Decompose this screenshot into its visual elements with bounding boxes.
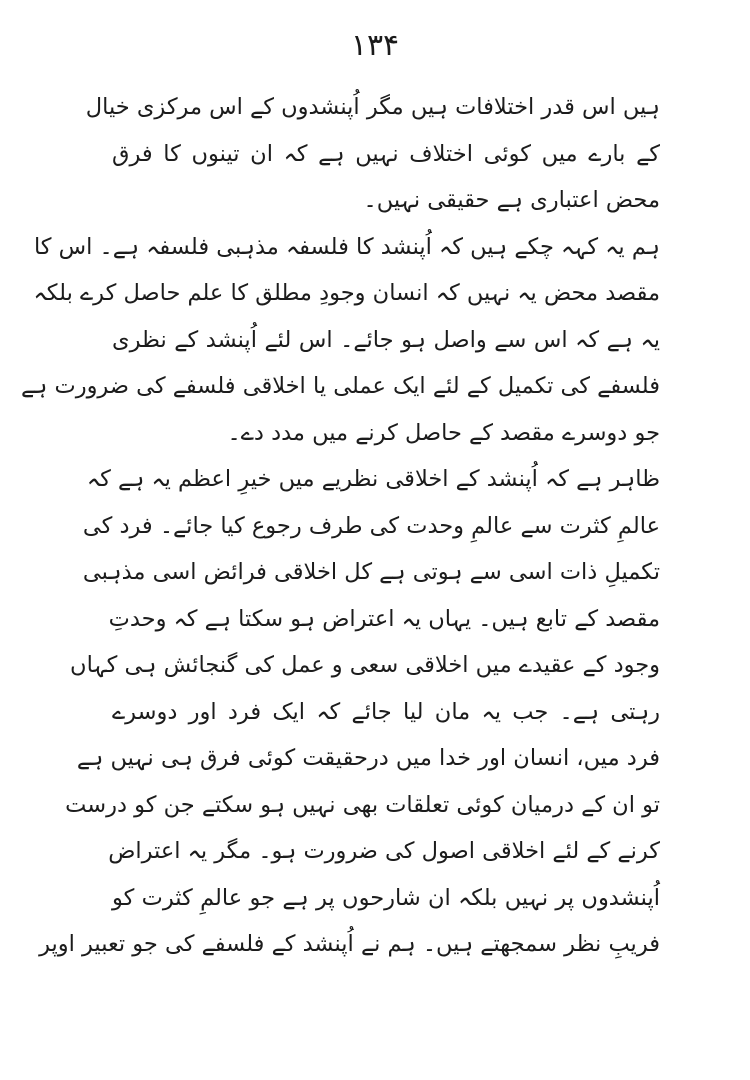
- text-line: یہ ہے کہ اس سے واصل ہو جائے۔ اس لئے اُپنشد کے نظری: [112, 326, 660, 353]
- text-line: کے بارے میں کوئی اختلاف نہیں ہے کہ ان تینوں کا فرق: [112, 140, 660, 167]
- text-line: جو دوسرے مقصد کے حاصل کرنے میں مدد دے۔: [227, 419, 660, 446]
- text-line: ہم یہ کہہ چکے ہیں کہ اُپنشد کا فلسفہ مذہبی فلسفہ ہے۔ اس کا: [33, 233, 660, 260]
- text-line: رہتی ہے۔ جب یہ مان لیا جائے کہ ایک فرد اور دوسرے: [112, 698, 660, 725]
- page-number: ۱۳۴: [350, 28, 400, 63]
- text-line: مقصد کے تابع ہیں۔ یہاں یہ اعتراض ہو سکتا ہے کہ وحدتِ: [108, 605, 660, 632]
- text-line: ہیں اس قدر اختلافات ہیں مگر اُپنشدوں کے اس مرکزی خیال: [85, 94, 660, 120]
- text-line: تو ان کے درمیان کوئی تعلقات بھی نہیں ہو سکتے جن کو درست: [65, 791, 660, 818]
- text-line: مقصد محض یہ نہیں کہ انسان وجودِ مطلق کا علم حاصل کرے بلکہ: [33, 280, 660, 306]
- text-line: فریبِ نظر سمجھتے ہیں۔ ہم نے اُپنشد کے فلسفے کی جو تعبیر اوپر: [39, 931, 660, 957]
- text-line: عالمِ کثرت سے عالمِ وحدت کی طرف رجوع کیا جائے۔ فرد کی: [82, 512, 660, 539]
- text-line: وجود کے عقیدے میں اخلاقی سعی و عمل کی گنجائش ہی کہاں: [70, 652, 660, 678]
- text-line: تکمیلِ ذات اسی سے ہوتی ہے کل اخلاقی فرائض اسی مذہبی: [82, 559, 660, 585]
- text-line: کرنے کے لئے اخلاقی اصول کی ضرورت ہو۔ مگر یہ اعتراض: [108, 838, 660, 864]
- text-line: ظاہر ہے کہ اُپنشد کے اخلاقی نظریے میں خیرِ اعظم یہ ہے کہ: [86, 466, 660, 492]
- text-line: محض اعتباری ہے حقیقی نہیں۔: [363, 187, 660, 213]
- text-line: فرد میں، انسان اور خدا میں درحقیقت کوئی فرق ہی نہیں ہے: [76, 745, 660, 771]
- text-line: فلسفے کی تکمیل کے لئے ایک عملی یا اخلاقی فلسفے کی ضرورت ہے: [21, 373, 660, 399]
- text-line: اُپنشدوں پر نہیں بلکہ ان شارحوں پر ہے جو عالمِ کثرت کو: [112, 884, 660, 911]
- body-text: [21, 84, 660, 968]
